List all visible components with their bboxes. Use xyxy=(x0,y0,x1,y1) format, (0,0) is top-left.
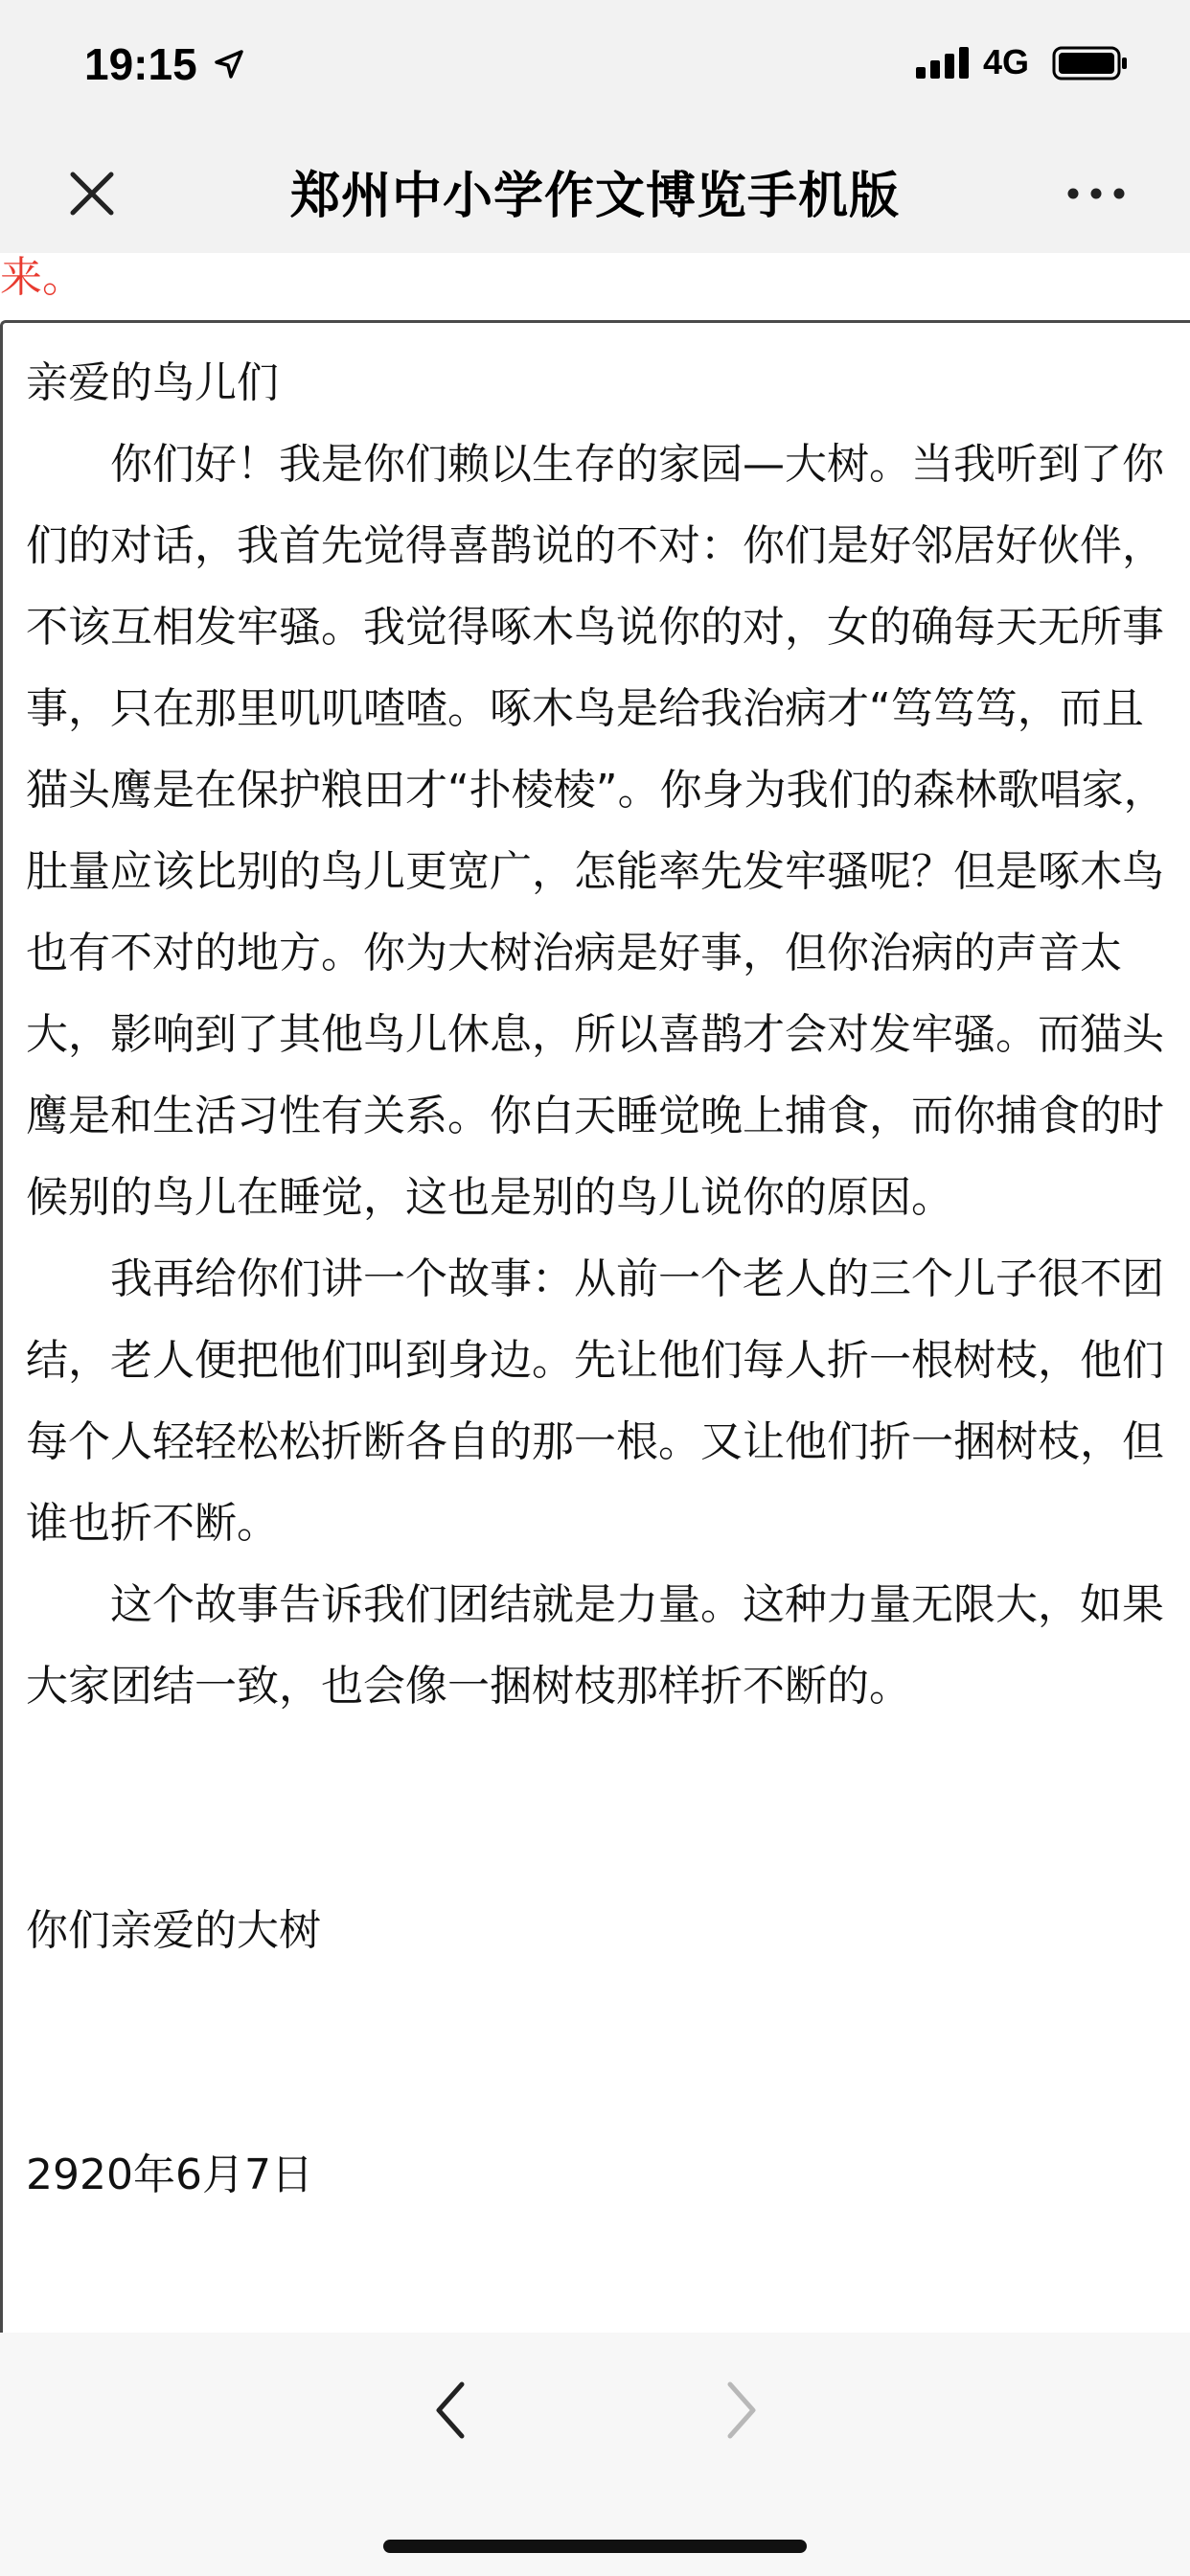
bottom-toolbar xyxy=(0,2333,1190,2576)
letter-content xyxy=(26,342,1172,2216)
page-title: 郑州中小学作文博览手机版 xyxy=(289,168,900,225)
back-arrow-icon[interactable] xyxy=(429,2377,471,2444)
status-bar xyxy=(0,0,1190,134)
letter-signature: 你们亲爱的大树 xyxy=(26,1906,321,1955)
location-arrow-icon xyxy=(213,48,245,80)
network-label: 4G xyxy=(983,42,1030,81)
letter-textbox[interactable] xyxy=(0,320,1190,2333)
battery-icon xyxy=(1052,44,1129,82)
forward-arrow-icon xyxy=(721,2377,763,2444)
letter-greeting: 亲爱的鸟儿们 xyxy=(26,358,279,407)
spacer xyxy=(26,1971,1172,2134)
more-icon[interactable] xyxy=(1065,172,1127,215)
letter-paragraph: 你们好！我是你们赖以生存的家园—大树。当我听到了你们的对话，我首先觉得喜鹊说的不对：你们是好邻居好伙伴，不该互相发牢骚。我觉得啄木鸟说你的对，女的确每天无所事事，只在那里叽叽喳喳。啄木鸟是给我治病才“笃笃笃，而且猫头鹰是在保护粮田才“扑棱棱”。你身为我们的森林歌唱家，肚量应该比别的鸟儿更宽广，怎能率先发牢骚呢？但是啄木鸟也有不对的地方。你为大树治病是好事，但你治病的声音太大，影响到了其他鸟儿休息，所以喜鹊才会对发牢骚。而猫头鹰是和生活习性有关系。你白天睡觉晚上捕食，而你捕食的时候别的鸟儿在睡觉，这也是别的鸟儿说你的原因。 xyxy=(26,440,1166,1222)
spacer xyxy=(26,1727,1172,1890)
letter-paragraph: 我再给你们讲一个故事：从前一个老人的三个儿子很不团结，老人便把他们叫到身边。先让他们每人折一根树枝，他们每个人轻轻松松折断各自的那一根。又让他们折一捆树枝，但谁也折不断。 xyxy=(26,1254,1164,1548)
truncated-text-fragment: 来。 xyxy=(0,253,84,302)
home-indicator[interactable] xyxy=(383,2540,807,2553)
status-time: 19:15 xyxy=(84,39,197,89)
letter-date: 2920年6月7日 xyxy=(26,2150,313,2199)
signal-icon xyxy=(916,46,970,80)
nav-bar xyxy=(0,134,1190,253)
letter-paragraph: 这个故事告诉我们团结就是力量。这种力量无限大，如果大家团结一致，也会像一捆树枝那样折不断的。 xyxy=(26,1580,1164,1711)
